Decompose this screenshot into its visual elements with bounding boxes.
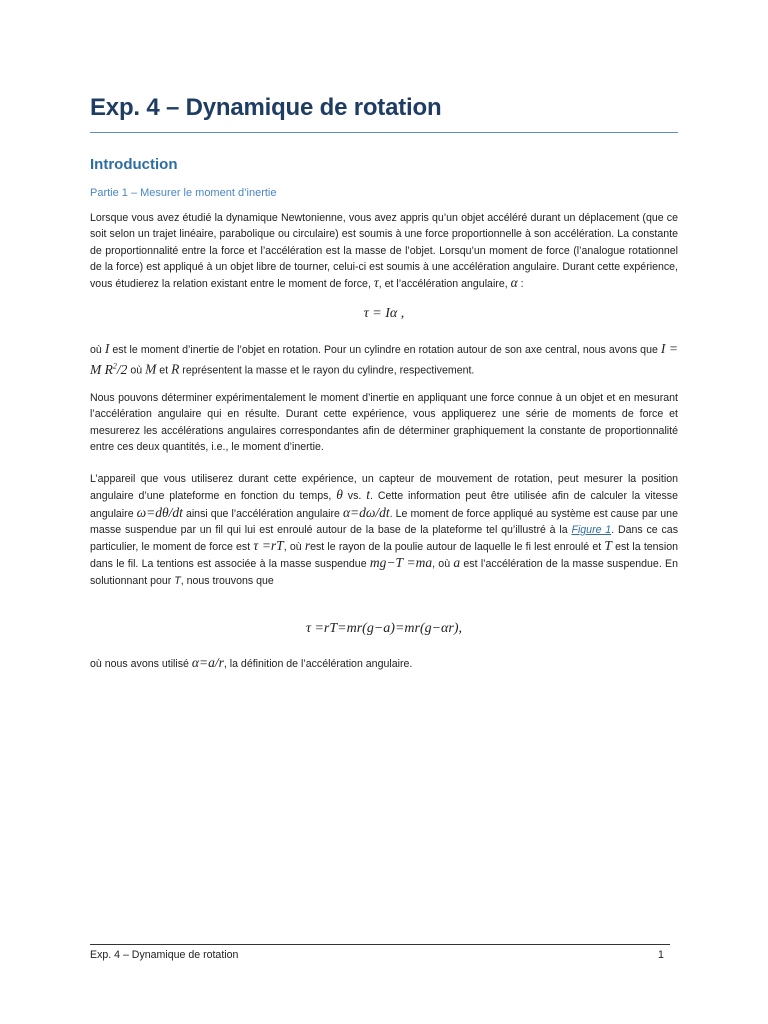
subsection-heading: Partie 1 – Mesurer le moment d’inertie [90,187,277,199]
page-number: 1 [658,949,664,961]
footer-title: Exp. 4 – Dynamique de rotation [90,949,239,961]
angular-velocity-formula: ω=dθ/dt [136,504,183,520]
equation-torque-expansion: τ =rT=mr(g−a)=mr(g−αr), [305,621,463,636]
tau-symbol: τ [373,275,379,291]
paragraph-experimental-method: Nous pouvons déterminer expérimentalement le moment d’inertie en appliquant une force connue à un objet et en mesurant l’accélération angulaire qui en résulte. Durant cette expérience, vous appliquerez une série de moments de force et mesurerez les accélérations angulaires correspondantes afin de déterminer graphiquement la constante de proportionnalité entre ces deux quantités, i.e., le moment d’inertie. [90,392,678,453]
newton-second-law-formula: mg−T =ma [369,555,433,571]
figure-1-link[interactable]: Figure 1 [571,523,612,536]
paragraph-newtonian-dynamics: Lorsque vous avez étudié la dynamique Newtonienne, vous avez appris qu’un objet accéléré durant un déplacement (que ce soit selon un trajet linéaire, parabolique ou circulaire) est soumis à une force proportionnelle à son accélération. La constante de proportionnalité entre la force et l’accélération est la masse de l’objet. Lorsqu’un moment de force (l’analogue rotationnel de la force) est appliqué à un objet libre de tourner, celui-ci est soumis à une accélération angulaire. Durant cette expérience, vous étudierez la relation existant entre le moment de force, τ, et l’accélération angulaire, α : [90,212,678,291]
section-heading: Introduction [90,156,178,173]
paragraph-angular-acceleration-definition: où nous avons utilisé α=a/r, la définition de l’accélération angulaire. [90,655,413,670]
footer-rule [90,944,670,945]
alpha-symbol: α [510,275,518,291]
equation-torque-inertia: τ = Iα , [363,306,405,321]
title-underline [90,132,678,133]
page-title: Exp. 4 – Dynamique de rotation [90,94,442,121]
paragraph-apparatus: L’appareil que vous utiliserez durant cette expérience, un capteur de mouvement de rotation, peut mesurer la position angulaire d’une plateforme en fonction du temps, θ vs. t. Cette information peut être utilisée afin de calculer la vitesse angulaire ω=dθ/dt ainsi que l’accélération angulaire α=dω/dt. Le moment de force appliqué au système est cause par une masse suspendue par un fil qui lui est enroulé autour de la base de la plateforme tel qu’illustré à la Figure 1. Dans ce cas particulier, le moment de force est τ =rT, où rest le rayon de la poulie autour de laquelle le fi lest enroulé et T est la tension dans le fil. La tentions est associée à la masse suspendue mg−T =ma, où a est l’accélération de la masse suspendue. En solutionnant pour T, nous trouvons que [90,473,678,587]
cylinder-inertia-formula: I = M $R^2/2$ [90,341,678,377]
angular-acceleration-formula: α=dω/dt [342,504,390,520]
paragraph-moment-of-inertia: où I est le moment d’inertie de l’objet en rotation. Pour un cylindre en rotation autour de son axe central, nous avons que I = M $R^2/2$ où M et R représentent la masse et le rayon du cylindre, respectivement. [90,341,678,377]
